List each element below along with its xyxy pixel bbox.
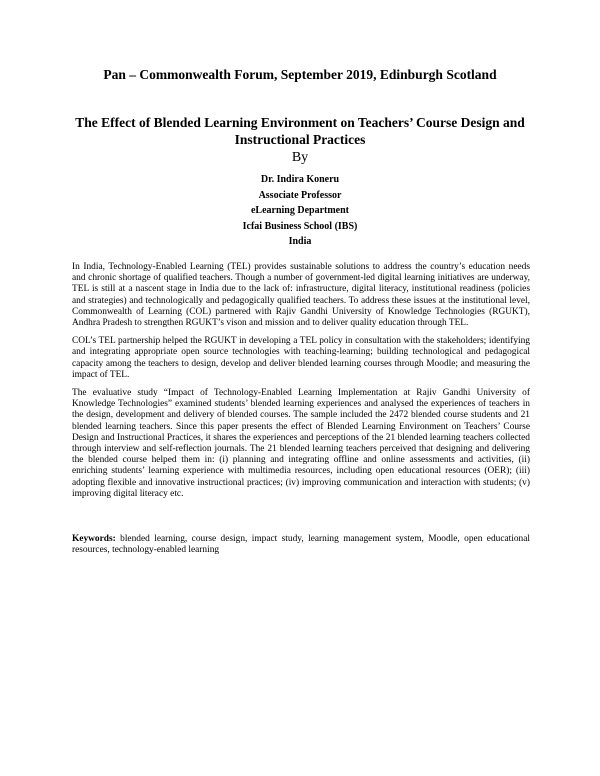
author-country: India <box>288 236 312 247</box>
keywords-text: blended learning, course design, impact study, learning management system, Moodle, open educational resources, technology-enabled learning <box>72 534 530 556</box>
abstract-paragraph-2: COL’s TEL partnership helped the RGUKT in developing a TEL policy in consultation with the stakeholders; identifying and integrating appropriate open source technologies with teaching-learning; building technological and pedagogical capacity among the teachers to design, develop and deliver blended learning courses through Moodle; and measuring the impact of TEL. <box>72 336 530 380</box>
author-department: eLearning Department <box>250 205 350 216</box>
conference-header: Pan – Commonwealth Forum, September 2019, Edinburgh Scotland <box>103 67 497 82</box>
author-block <box>0 172 600 250</box>
abstract <box>72 262 530 507</box>
keywords-label: Keywords: <box>72 534 116 544</box>
abstract-paragraph-3: The evaluative study “Impact of Technology-Enabled Learning Implementation at Rajiv Gandhi University of Knowledge Technologies” examined students’ blended learning experiences and analysed the experiences of teachers in the design, development and delivery of blended courses. The sample included the 2472 blended course students and 21 blended learning teachers. Since this paper presents the effect of Blended Learning Environment on Teachers’ Course Design and Instructional Practices, it shares the experiences and perceptions of the 21 blended learning teachers collected through interview and self-reflection journals. The 21 blended learning teachers perceived that designing and delivering the blended course helped them in: (i) planning and integrating offline and online assessments and activities, (ii) enriching students’ learning experience with multimedia resources, including open educational resources (OER); (iii) adopting flexible and innovative instructional practices; (iv) improving communication and interaction with students; (v) improving digital literacy etc. <box>72 388 530 499</box>
by-line: By <box>291 150 309 165</box>
abstract-paragraph-1: In India, Technology-Enabled Learning (TEL) provides sustainable solutions to address the country’s education needs and chronic shortage of qualified teachers. Though a number of government-led digital learning initiatives are underway, TEL is still at a nascent stage in India due to the lack of: infrastructure, digital literacy, institutional readiness (policies and strategies) and technologically and pedagogically qualified teachers. To address these issues at the institutional level, Commonwealth of Learning (COL) partnered with Rajiv Gandhi University of Knowledge Technologies (RGUKT), Andhra Pradesh to strengthen RGUKT’s vison and mission and to deliver quality education through TEL. <box>72 262 530 329</box>
author-position: Associate Professor <box>258 189 342 201</box>
keywords <box>72 534 530 556</box>
paper-title: The Effect of Blended Learning Environment on Teachers’ Course Design and Instructional Practices <box>75 115 525 147</box>
author-institution: Icfai Business School (IBS) <box>242 220 358 232</box>
author-name: Dr. Indira Koneru <box>260 174 340 185</box>
